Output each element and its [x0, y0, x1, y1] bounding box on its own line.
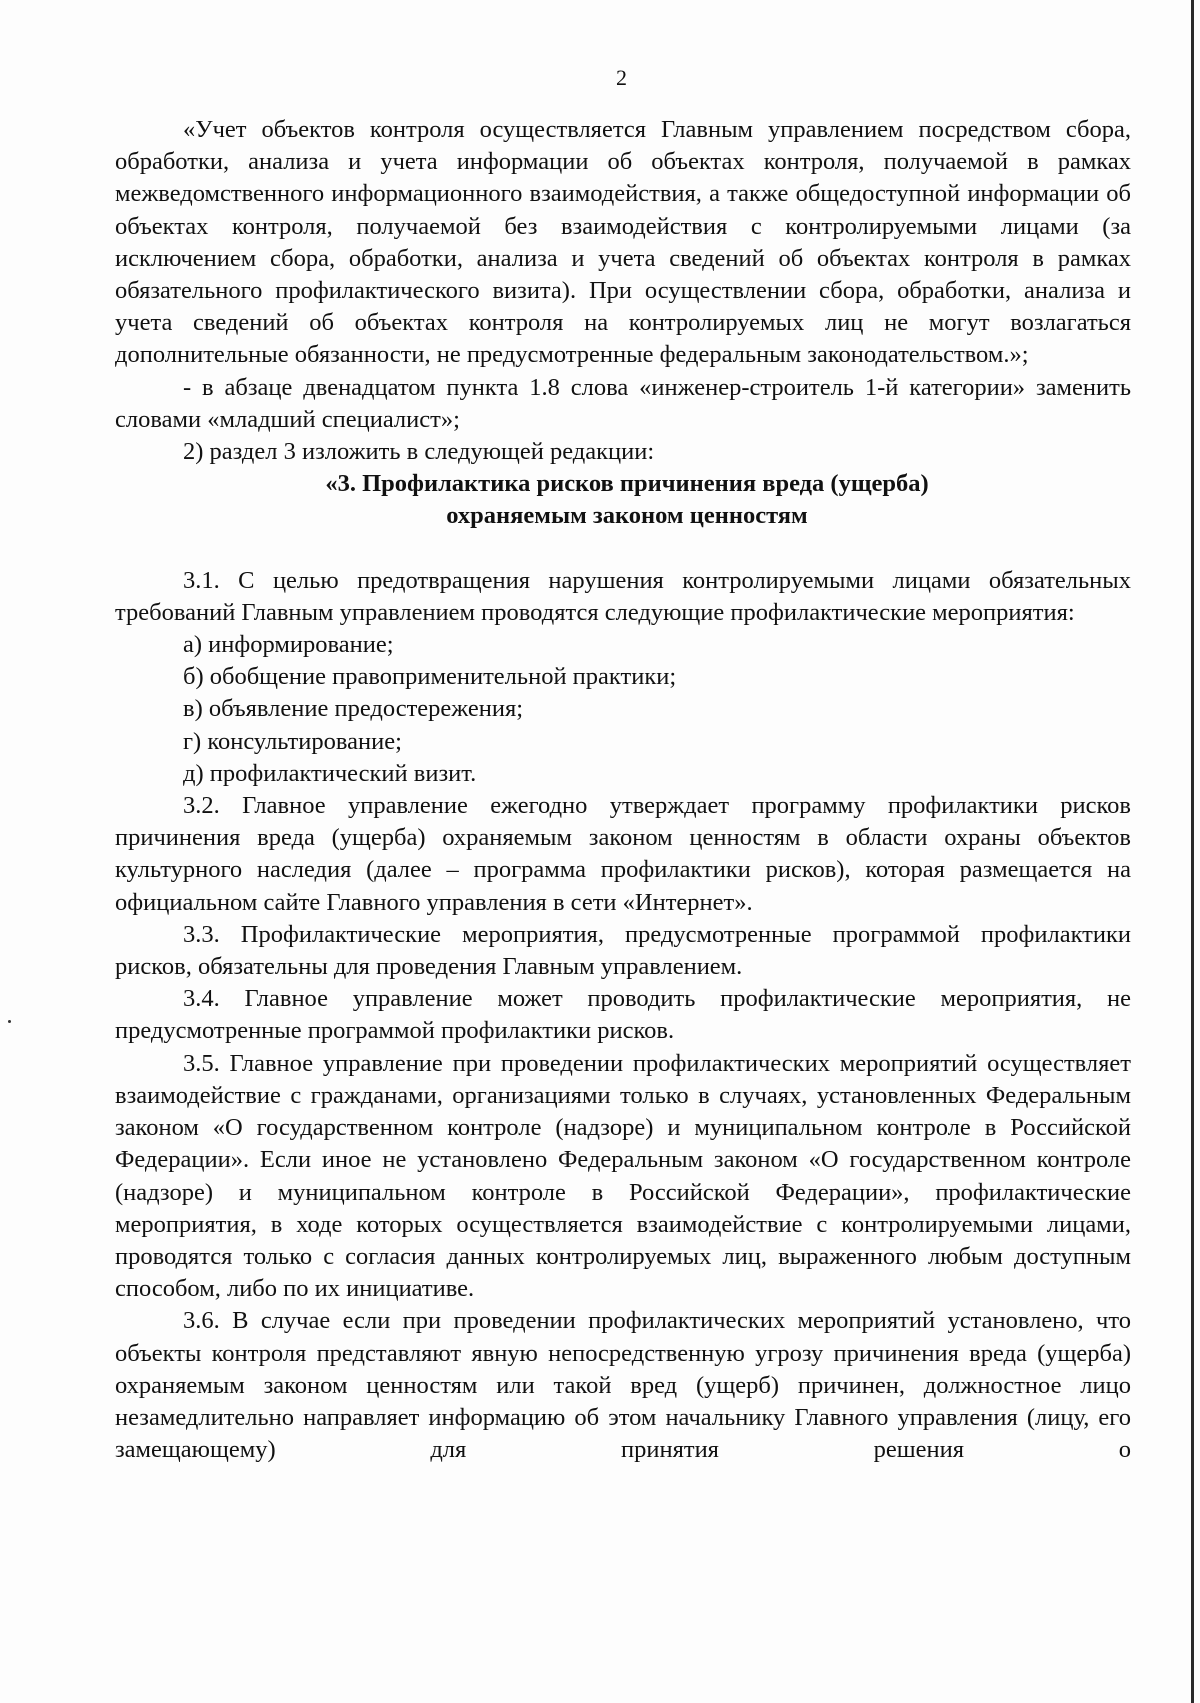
list-item: г) консультирование; — [183, 727, 402, 755]
heading-spacer — [115, 533, 1131, 565]
paragraph-3-1: 3.1. С целью предотвращения нарушения контролируемыми лицами обязательных требований Главным управлением проводятся следующие профилактические мероприятия: — [115, 566, 1131, 626]
paragraph-3-4: 3.4. Главное управление может проводить профилактические мероприятия, не предусмотренные программой профилактики рисков. — [115, 985, 1131, 1045]
list-item: д) профилактический визит. — [183, 759, 477, 787]
scan-edge-line — [1191, 0, 1194, 1703]
document-body — [115, 114, 1131, 1466]
list-item: а) информирование; — [183, 631, 394, 659]
scan-mark — [8, 1020, 11, 1023]
section-heading-line-2: охраняемым законом ценностям — [446, 502, 808, 530]
paragraph-accounting: «Учет объектов контроля осуществляется Главным управлением посредством сбора, обработки, анализа и учета информации об объектах контроля, получаемой в рамках межведомственного информационного взаимодействия, а также общедоступной информации об объектах контроля, получаемой без взаимодействия с контролируемыми лицами (за исключением сбора, обработки, анализа и учета сведений об объектах контроля в рамках обязательного профилактического визита). При осуществлении сбора, обработки, анализа и учета сведений об объектах контроля на контролируемых лиц не могут возлагаться дополнительные обязанности, не предусмотренные федеральным законодательством.»; — [115, 116, 1131, 369]
paragraph-section-3-intro: 2) раздел 3 изложить в следующей редакции: — [183, 438, 655, 466]
page-number: 2 — [616, 65, 627, 90]
list-item: б) обобщение правоприменительной практики; — [183, 663, 677, 691]
paragraph-amendment-1-8: - в абзаце двенадцатом пункта 1.8 слова «инженер-строитель 1-й категории» заменить словами «младший специалист»; — [115, 373, 1131, 433]
paragraph-3-6: 3.6. В случае если при проведении профилактических мероприятий установлено, что объекты контроля представляют явную непосредственную угрозу причинения вреда (ущерба) охраняемым законом ценностям или такой вред (ущерб) причинен, должностное лицо незамедлительно направляет информацию об этом начальнику Главного управления (лицу, его замещающему) для принятия решения о — [115, 1307, 1131, 1464]
paragraph-3-3: 3.3. Профилактические мероприятия, предусмотренные программой профилактики рисков, обязательны для проведения Главным управлением. — [115, 920, 1131, 981]
paragraph-3-2: 3.2. Главное управление ежегодно утверждает программу профилактики рисков причинения вреда (ущерба) охраняемым законом ценностям в области охраны объектов культурного наследия (далее – программа профилактики рисков), которая размещается на официальном сайте Главного управления в сети «Интернет». — [115, 792, 1131, 916]
paragraph-3-5: 3.5. Главное управление при проведении профилактических мероприятий осуществляет взаимодействие с гражданами, организациями только в случаях, установленных Федеральным законом «О государственном контроле (надзоре) и муниципальном контроле в Российской Федерации». Если иное не установлено Федеральным законом «О государственном контроле (надзоре) и муниципальном контроле в Российской Федерации», профилактические мероприятия, в ходе которых осуществляется взаимодействие с контролируемыми лицами, проводятся только с согласия данных контролируемых лиц, выраженного любым доступным способом, либо по их инициативе. — [115, 1049, 1131, 1303]
section-heading-line-1: «3. Профилактика рисков причинения вреда (ущерба) — [325, 470, 929, 498]
list-item: в) объявление предостережения; — [183, 695, 524, 723]
